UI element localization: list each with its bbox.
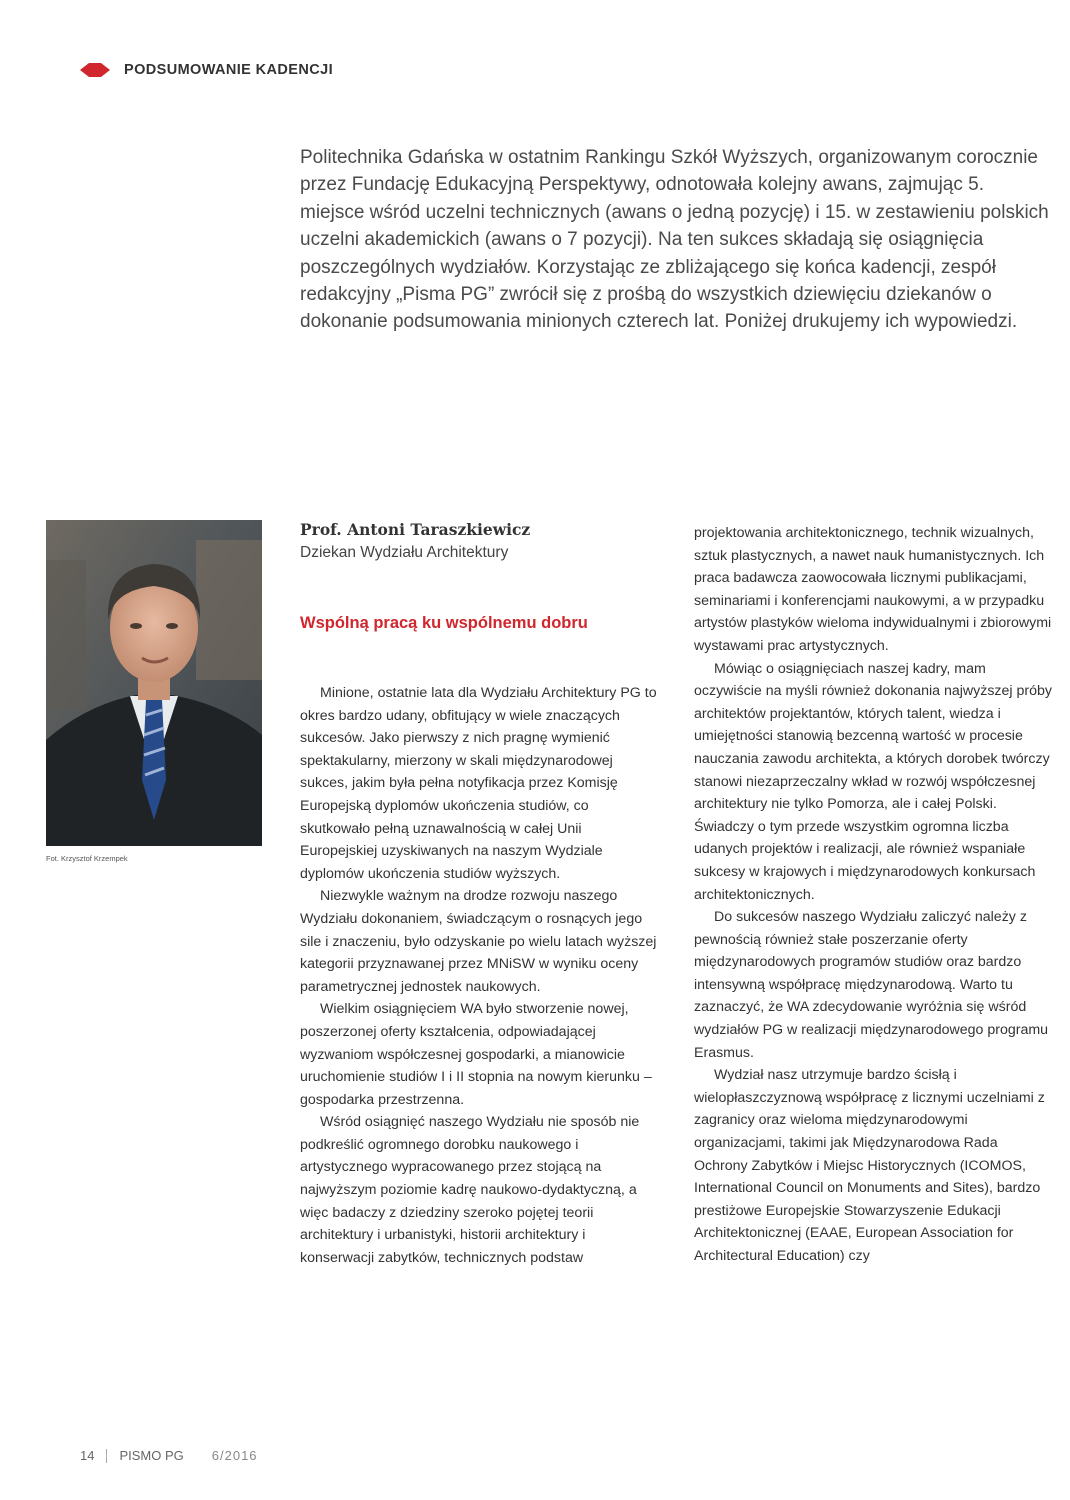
author-role: Dziekan Wydziału Architektury [300, 544, 509, 561]
section-title: PODSUMOWANIE KADENCJI [124, 62, 333, 78]
paragraph: projektowania architektonicznego, technik wizualnych, sztuk plastycznych, a nawet nauk humanistycznych. Ich praca badawcza zaowocowała licznymi publikacjami, seminariami i konferencjami naukowymi, a w przypadku artystów plastyków wieloma indywidualnymi i zbiorowymi wystawami prac artystycznych. [694, 525, 1052, 654]
paragraph: Wydział nasz utrzymuje bardzo ścisłą i wielopłaszczyznową współpracę z licznymi uczelniami z zagranicy oraz wieloma międzynarodowymi organizacjami, takimi jak Międzynarodowa Rada Ochrony Zabytków i Miejsc Historycznych (ICOMOS, International Council on Monuments and Sites), bardzo prestiżowe Europejskie Stowarzyszenie Edukacji Architektonicznej (EAAE, European Association for Architectural Education) czy [694, 1067, 1045, 1264]
article-column-right [694, 522, 1054, 1268]
page-footer [80, 1448, 258, 1463]
red-diamond-icon [80, 62, 110, 78]
author-name: Prof. Antoni Taraszkiewicz [300, 520, 531, 539]
magazine-name: PISMO PG [119, 1448, 184, 1463]
paragraph: Niezwykle ważnym na drodze rozwoju naszego Wydziału dokonaniem, świadczącym o rosnących jego sile i znaczeniu, było odzyskanie po wielu latach wyższej kategorii przyznawanej przez MNiSW w wyniku oceny parametrycznej jednostek naukowych. [300, 888, 657, 995]
photo-credit: Fot. Krzysztof Krzempek [46, 854, 128, 863]
paragraph: Wśród osiągnięć naszego Wydziału nie sposób nie podkreślić ogromnego dorobku naukowego i artystycznego wypracowanego przez stojącą na najwyższym poziomie kadrę naukowo-dydaktyczną, a więc badaczy z dziedziny szeroko pojętej teorii architektury i urbanistyki, historii architektury i konserwacji zabytków, technicznych podstaw [300, 1114, 640, 1266]
page-number: 14 [80, 1448, 95, 1463]
author-photo [46, 520, 262, 846]
article-title: Wspólną pracą ku wspólnemu dobru [300, 614, 588, 632]
footer-divider [106, 1449, 107, 1463]
section-header [80, 62, 333, 78]
paragraph: Do sukcesów naszego Wydziału zaliczyć należy z pewnością również stałe poszerzanie oferty międzynarodowych programów studiów oraz bardzo intensywną współpracę międzynarodową. Warto tu zaznaczyć, że WA zdecydowanie wyróżnia się wśród wydziałów PG w realizacji międzynarodowego programu Erasmus. [694, 909, 1049, 1061]
issue-number: 6/2016 [211, 1448, 258, 1463]
paragraph: Minione, ostatnie lata dla Wydziału Architektury PG to okres bardzo udany, obfitujący w wiele znaczących sukcesów. Jako pierwszy z nich pragnę wymienić spektakularny, mierzony w skali międzynarodowej sukces, jakim była pełna notyfikacja przez Komisję Europejską dyplomów ukończenia studiów, co skutkowało pełną uznawalnością w całej Unii Europejskiej uzyskiwanych na naszym Wydziale dyplomów ukończenia studiów wyższych. [300, 685, 657, 882]
paragraph: Mówiąc o osiągnięciach naszej kadry, mam oczywiście na myśli również dokonania najwyższej próby architektów projektantów, których talent, wiedza i umiejętności stanowią bezcenną wartość w procesie nauczania zawodu architekta, a których dorobek twórczy stanowi niezaprzeczalny wkład w rozwój współczesnej architektury nie tylko Pomorza, ale i całej Polski. Świadczy o tym przede wszystkim ogromna liczba udanych projektów i realizacji, ale również wspaniałe sukcesy w krajowych i międzynarodowych konkursach architektonicznych. [694, 660, 1052, 903]
paragraph: Wielkim osiągnięciem WA było stworzenie nowej, poszerzonej oferty kształcenia, odpowiadającej wyzwaniom współczesnej gospodarki, a mianowicie uruchomienie studiów I i II stopnia na nowym kierunku – gospodarka przestrzenna. [300, 1001, 652, 1108]
article-column-left [300, 682, 658, 1269]
lead-paragraph: Politechnika Gdańska w ostatnim Rankingu Szkół Wyższych, organizowanym corocznie przez Fundację Edukacyjną Perspektywy, odnotowała kolejny awans, zajmując 5. miejsce wśród uczelni technicznych (awans o jedną pozycję) i 15. w zestawieniu polskich uczelni akademickich (awans o 7 pozycji). Na ten sukces składają się osiągnięcia poszczególnych wydziałów. Korzystając ze zbliżającego się końca kadencji, zespół redakcyjny „Pisma PG” zwrócił się z prośbą do wszystkich dziewięciu dziekanów o dokonanie podsumowania minionych czterech lat. Poniżej drukujemy ich wypowiedzi. [300, 147, 1049, 333]
